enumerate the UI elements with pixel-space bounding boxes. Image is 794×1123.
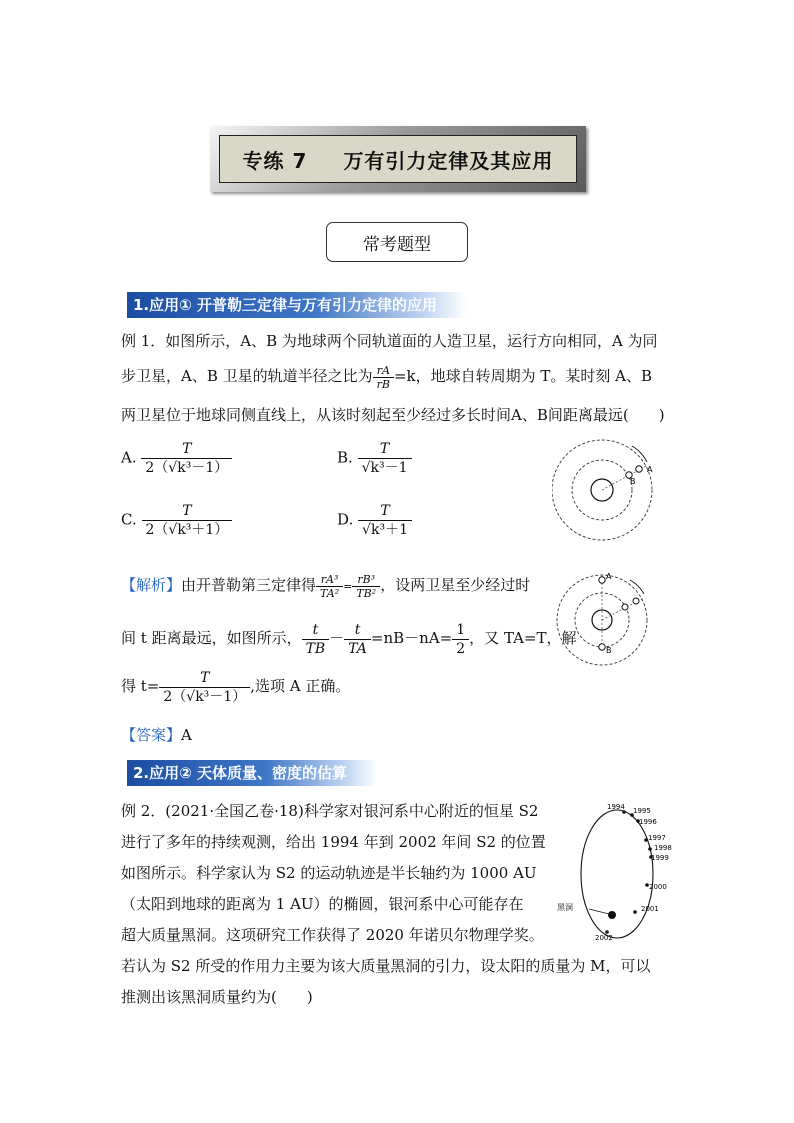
option-d-fraction <box>358 502 412 539</box>
pos-1998 <box>648 847 652 851</box>
example2-line3: 如图所示。科学家认为 S2 的运动轨迹是半长轴约为 1000 AU <box>121 864 537 882</box>
example2-line4: （太阳到地球的距离为 1 AU）的椭圆，银河系中心可能存在 <box>121 895 524 913</box>
t-over-ta <box>344 621 371 658</box>
f1-num: t <box>302 621 330 640</box>
option-b <box>337 440 412 477</box>
option-d-den: √k³＋1 <box>362 522 408 538</box>
fig1-label-a: A <box>647 465 653 474</box>
option-c-den: 2（√k³＋1） <box>145 522 229 538</box>
option-c-num: T <box>142 502 233 521</box>
s2-orbit-ellipse <box>581 810 653 938</box>
example2-line1: 例 2．(2021·全国乙卷·18)科学家对银河系中心附近的恒星 S2 <box>121 802 539 820</box>
ratio-numerator: rA <box>373 364 394 378</box>
one-half <box>452 621 469 658</box>
radius-ratio-fraction <box>373 364 394 391</box>
option-b-num: T <box>358 440 412 459</box>
option-d-num: T <box>358 502 412 521</box>
example1-line2-text-b: =k，地球自转周期为 T。某时刻 A、B <box>393 367 653 385</box>
example2-line5: 超大质量黑洞。这项研究工作获得了 2020 年诺贝尔物理学奖。 <box>121 926 544 944</box>
example2-line7: 推测出该黑洞质量约为( ) <box>121 988 313 1006</box>
kepler-lhs-den: TA² <box>320 586 340 600</box>
analysis-line2-text-c: ，又 TA=T，解 <box>469 629 577 647</box>
example1-line3: 两卫星位于地球同侧直线上，从该时刻起至少经过多长时间A、B间距离最远( ) <box>121 406 665 424</box>
option-c <box>121 502 232 539</box>
year-1997: 1997 <box>648 834 666 842</box>
orbit-figure-1 <box>552 438 662 543</box>
half-num: 1 <box>452 621 469 640</box>
half-den: 2 <box>456 640 466 657</box>
analysis-line2 <box>121 620 577 658</box>
option-a-num: T <box>141 440 232 459</box>
kepler-eq: = <box>343 580 353 593</box>
example1-line2 <box>121 358 652 394</box>
option-a-label: A. <box>121 448 137 467</box>
analysis-line3-text-b: ,选项 A 正确。 <box>250 677 351 695</box>
year-2002: 2002 <box>595 934 613 942</box>
pos-2001 <box>633 910 637 914</box>
option-b-label: B. <box>337 448 353 467</box>
title-number: 专练 7 <box>242 148 308 173</box>
fig2-label-a: A <box>606 572 612 581</box>
option-b-fraction <box>358 440 412 477</box>
direction-arrow <box>632 446 647 462</box>
option-b-den: √k³－1 <box>361 460 408 476</box>
result-fraction <box>159 669 250 706</box>
kepler-rhs-num: rB³ <box>352 573 380 587</box>
kepler-rhs-den: TB² <box>356 586 377 600</box>
year-2000: 2000 <box>649 883 667 891</box>
year-1994: 1994 <box>607 803 625 811</box>
answer-line <box>121 724 192 746</box>
example1-line1: 例 1．如图所示，A、B 为地球两个同轨道面的人造卫星，运行方向相同，A 为同 <box>121 332 658 350</box>
section-type-box: 常考题型 <box>326 222 468 262</box>
orbit-figure-2 <box>552 570 662 670</box>
analysis-line2-text-a: 间 t 距离最远，如图所示， <box>121 629 302 647</box>
result-num: T <box>159 669 250 688</box>
option-a-fraction <box>141 440 232 477</box>
black-hole-label: 黑洞 <box>557 903 573 912</box>
analysis-line1-text-b: ，设两卫星至少经过时 <box>380 576 531 594</box>
result-den: 2（√k³－1） <box>163 688 247 705</box>
black-hole-pointer <box>589 909 609 914</box>
analysis-line1-text-a: 由开普勒第三定律得 <box>181 576 317 594</box>
analysis-tag: 【解析】 <box>121 576 182 594</box>
kepler-lhs-num: rA³ <box>316 573 343 587</box>
year-1999: 1999 <box>651 854 669 862</box>
f1-den: TB <box>305 640 326 657</box>
part2-banner: 2.应用② 天体质量、密度的估算 <box>127 760 377 786</box>
example2-line2: 进行了多年的持续观测，给出 1994 年到 2002 年间 S2 的位置 <box>121 833 546 851</box>
analysis-line2-text-b: =nB－nA= <box>370 629 453 647</box>
option-a-den: 2（√k³－1） <box>145 460 229 476</box>
black-hole-dot <box>608 911 616 919</box>
option-d-label: D. <box>337 510 354 529</box>
s2-orbit-figure <box>555 800 690 946</box>
f2-num: t <box>344 621 371 640</box>
fig2-label-b: B <box>606 646 612 655</box>
satellite-a-top <box>599 577 605 583</box>
year-1996: 1996 <box>639 818 657 826</box>
title-text: 万有引力定律及其应用 <box>343 148 554 173</box>
option-c-label: C. <box>121 510 137 529</box>
satellite-a-dot <box>636 466 642 472</box>
part1-banner: 1.应用① 开普勒三定律与万有引力定律的应用 <box>127 292 467 318</box>
f2-den: TA <box>348 640 367 657</box>
fig1-label-b: B <box>630 477 636 486</box>
page-title <box>219 135 577 183</box>
option-d <box>337 502 412 539</box>
example1-line2-text-a: 步卫星，A、B 卫星的轨道半径之比为 <box>121 367 373 385</box>
t-over-tb <box>302 621 330 658</box>
minus-sign: － <box>329 629 345 647</box>
year-1998: 1998 <box>654 844 672 852</box>
satellite-a-start <box>633 598 639 604</box>
answer-value: A <box>181 726 192 744</box>
satellite-b-bottom <box>599 644 605 650</box>
year-2001: 2001 <box>641 905 659 913</box>
kepler-lhs <box>316 573 343 600</box>
kepler-rhs <box>352 573 380 600</box>
year-1995: 1995 <box>633 807 651 815</box>
analysis-line3-text-a: 得 t= <box>121 677 160 695</box>
example2-line6: 若认为 S2 所受的作用力主要为该大质量黑洞的引力，设太阳的质量为 M，可以 <box>121 957 651 975</box>
analysis-line1 <box>121 570 530 602</box>
option-a <box>121 440 232 477</box>
option-c-fraction <box>142 502 233 539</box>
analysis-line3 <box>121 666 350 706</box>
satellite-b-start <box>622 604 628 610</box>
ratio-denominator: rB <box>376 377 390 391</box>
answer-tag: 【答案】 <box>121 726 182 744</box>
title-plaque <box>210 126 586 192</box>
